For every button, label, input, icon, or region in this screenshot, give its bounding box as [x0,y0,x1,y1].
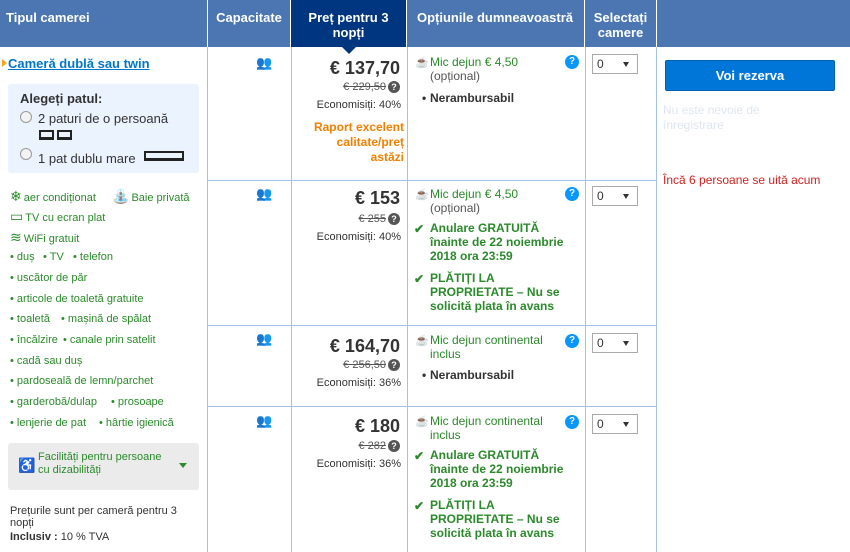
facility-item: • prosoape [111,396,164,408]
bed-option-2-label[interactable]: 1 pat dublu mare [38,151,136,166]
wheelchair-icon: ♿ [18,457,36,473]
header-filler [657,0,850,47]
old-price: € 229,50 [343,81,386,93]
info-icon[interactable]: ? [565,187,579,201]
promo-badge: Raport excelent calitate/preț astăzi [313,120,404,164]
viewers-alert: Încă 6 persoane se uită acum [663,173,821,187]
facility-item: • duș [10,251,35,263]
facility-wifi: ≋ WiFi gratuit [10,229,80,245]
capacity-icon: 👥 [256,186,272,201]
vat-note: Inclusiv : 10 % TVA [10,531,110,543]
facility-item: • cadă sau duș [10,355,82,367]
divider [207,47,208,552]
accessibility-label: Facilități pentru persoane cu dizabilități [38,451,162,476]
facility-item: • toaletă [10,313,50,325]
facility-bath: ⛲ Baie privată [112,188,190,204]
policy-pay-at-property: PLĂTIȚI LA PROPRIETATE – Nu se solicită plata în avans [430,498,560,540]
savings: Economisiți: 36% [316,377,401,389]
check-icon: ✔ [414,272,425,286]
row-divider [208,325,657,326]
facility-item: • uscător de păr [10,272,87,284]
bed-choice-title: Alegeți patul: [20,91,103,106]
coffee-icon: ☕ [415,57,429,69]
facility-tv: ▭ TV cu ecran plat [10,208,106,224]
savings: Economisiți: 40% [316,99,401,111]
coffee-icon: ☕ [415,189,429,201]
policy-nonrefundable: • Nerambursabil [430,91,514,105]
facility-item: • TV [43,251,64,263]
facility-item: • canale prin satelit [63,334,156,346]
divider [291,47,292,552]
no-registration-note: Nu este nevoie de înregistrare [663,103,760,132]
meal-optional: (opțional) [430,201,481,215]
book-button[interactable]: Voi rezerva [665,60,835,91]
single-bed-icon [57,130,72,140]
room-count-select[interactable]: 0 [592,414,638,434]
bed-option-2-radio[interactable] [20,148,32,160]
bed-option-1-radio[interactable] [20,111,32,123]
coffee-icon: ☕ [415,335,429,347]
question-icon[interactable]: ? [388,81,400,93]
facility-item: • încălzire [10,334,58,346]
question-icon[interactable]: ? [388,213,400,225]
info-icon[interactable]: ? [565,334,579,348]
row-divider [208,406,657,407]
old-price: € 282 [358,440,386,452]
snowflake-icon: ❄ [10,188,22,204]
price: € 180 [354,416,400,436]
capacity-icon: 👥 [256,331,272,346]
meal-option: Mic dejun € 4,50 [430,187,519,201]
capacity-icon: 👥 [256,55,272,70]
facility-item: • lenjerie de pat [10,417,86,429]
wifi-icon: ≋ [10,229,22,245]
facility-item: • telefon [73,251,113,263]
divider [585,47,586,552]
chevron-down-icon [179,463,187,468]
double-bed-icon [144,151,184,161]
facility-item: • hârtie igienică [99,417,174,429]
coffee-icon: ☕ [415,416,429,428]
policy-nonrefundable: • Nerambursabil [430,368,514,382]
info-icon[interactable]: ? [565,415,579,429]
policy-free-cancel: Anulare GRATUITĂ înainte de 22 noiembrie 2018 ora 23:59 [430,448,564,490]
divider [656,47,657,552]
shower-icon: ⛲ [112,188,130,204]
old-price: € 255 [358,213,386,225]
check-icon: ✔ [414,449,425,463]
header-room-type: Tipul camerei [0,0,208,47]
header-price[interactable]: Preț pentru 3 nopți [291,0,407,47]
policy-free-cancel: Anulare GRATUITĂ înainte de 22 noiembrie 2018 ora 23:59 [430,221,564,263]
old-price: € 256,50 [343,359,386,371]
facility-item: • articole de toaletă gratuite [10,293,144,305]
capacity-icon: 👥 [256,413,272,428]
bed-option-1-label[interactable]: 2 paturi de o persoană [38,111,169,126]
facility-ac: ❄ aer condiționat [10,188,96,204]
policy-pay-at-property: PLĂTIȚI LA PROPRIETATE – Nu se solicită plata în avans [430,271,560,313]
header-options: Opțiunile dumneavoastră [407,0,585,47]
room-count-select[interactable]: 0 [592,54,638,74]
savings: Economisiți: 40% [316,231,401,243]
accessibility-dropdown[interactable] [8,443,199,490]
check-icon: ✔ [414,499,425,513]
room-name-link[interactable]: Cameră dublă sau twin [8,56,150,71]
divider [407,47,408,552]
bed-choice-box [8,84,199,173]
price: € 137,70 [329,58,400,78]
meal-optional: (opțional) [430,69,481,83]
room-count-select[interactable]: 0 [592,333,638,353]
tv-icon: ▭ [10,208,24,224]
question-icon[interactable]: ? [388,440,400,452]
header-capacity: Capacitate [208,0,291,47]
check-icon: ✔ [414,222,425,236]
row-divider [208,180,657,181]
meal-option: Mic dejun € 4,50 [430,55,519,69]
price: € 153 [354,188,400,208]
single-bed-icon [39,130,54,140]
facility-item: • mașină de spălat [61,313,151,325]
price: € 164,70 [329,336,400,356]
info-icon[interactable]: ? [565,55,579,69]
meal-option: Mic dejun continental inclus [430,333,543,361]
savings: Economisiți: 36% [316,458,401,470]
price-note: Prețurile sunt per cameră pentru 3 nopți [10,505,177,529]
header-select: Selectați camere [585,0,657,47]
room-count-select[interactable]: 0 [592,186,638,206]
question-icon[interactable]: ? [388,359,400,371]
facility-item: • garderobă/dulap [10,396,97,408]
meal-option: Mic dejun continental inclus [430,414,543,442]
facility-item: • pardoseală de lemn/parchet [10,375,153,387]
